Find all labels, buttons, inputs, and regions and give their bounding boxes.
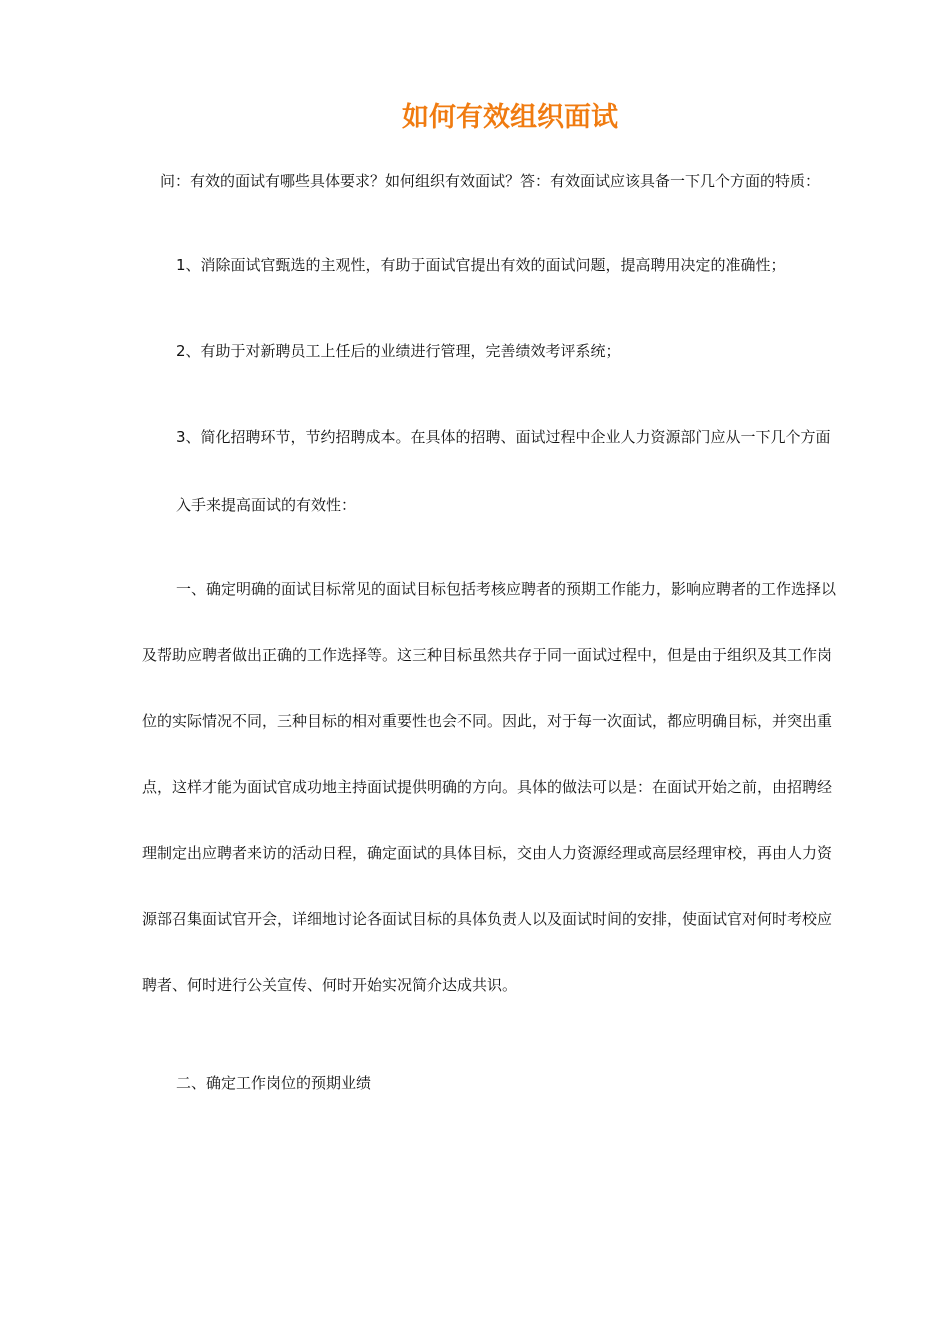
point-2: 2、有助于对新聘员工上任后的业绩进行管理，完善绩效考评系统； bbox=[176, 342, 621, 360]
section1-line: 源部召集面试官开会，详细地讨论各面试目标的具体负责人以及面试时间的安排，使面试官对何时考校应 bbox=[142, 910, 833, 928]
intro-paragraph: 问：有效的面试有哪些具体要求？如何组织有效面试？答：有效面试应该具备一下几个方面的特质： bbox=[160, 172, 821, 190]
section1-line: 位的实际情况不同，三种目标的相对重要性也会不同。因此，对于每一次面试，都应明确目标，并突出重 bbox=[142, 712, 833, 730]
section1-line: 一、确定明确的面试目标常见的面试目标包括考核应聘者的预期工作能力，影响应聘者的工作选择以 bbox=[176, 580, 837, 598]
point-1: 1、消除面试官甄选的主观性，有助于面试官提出有效的面试问题，提高聘用决定的准确性； bbox=[176, 256, 786, 274]
section1-line: 聘者、何时进行公关宣传、何时开始实况简介达成共识。 bbox=[142, 976, 518, 994]
section1-line: 理制定出应聘者来访的活动日程，确定面试的具体目标，交由人力资源经理或高层经理审校，再由人力资 bbox=[142, 844, 833, 862]
point-3: 3、简化招聘环节，节约招聘成本。在具体的招聘、面试过程中企业人力资源部门应从一下几个方面 bbox=[176, 428, 831, 446]
section1-line: 点，这样才能为面试官成功地主持面试提供明确的方向。具体的做法可以是：在面试开始之前，由招聘经 bbox=[142, 778, 833, 796]
section2-heading: 二、确定工作岗位的预期业绩 bbox=[176, 1074, 372, 1092]
document-title: 如何有效组织面试 bbox=[402, 102, 618, 133]
section1-line: 及帮助应聘者做出正确的工作选择等。这三种目标虽然共存于同一面试过程中，但是由于组织及其工作岗 bbox=[142, 646, 833, 664]
point-3-continuation: 入手来提高面试的有效性： bbox=[176, 496, 357, 514]
